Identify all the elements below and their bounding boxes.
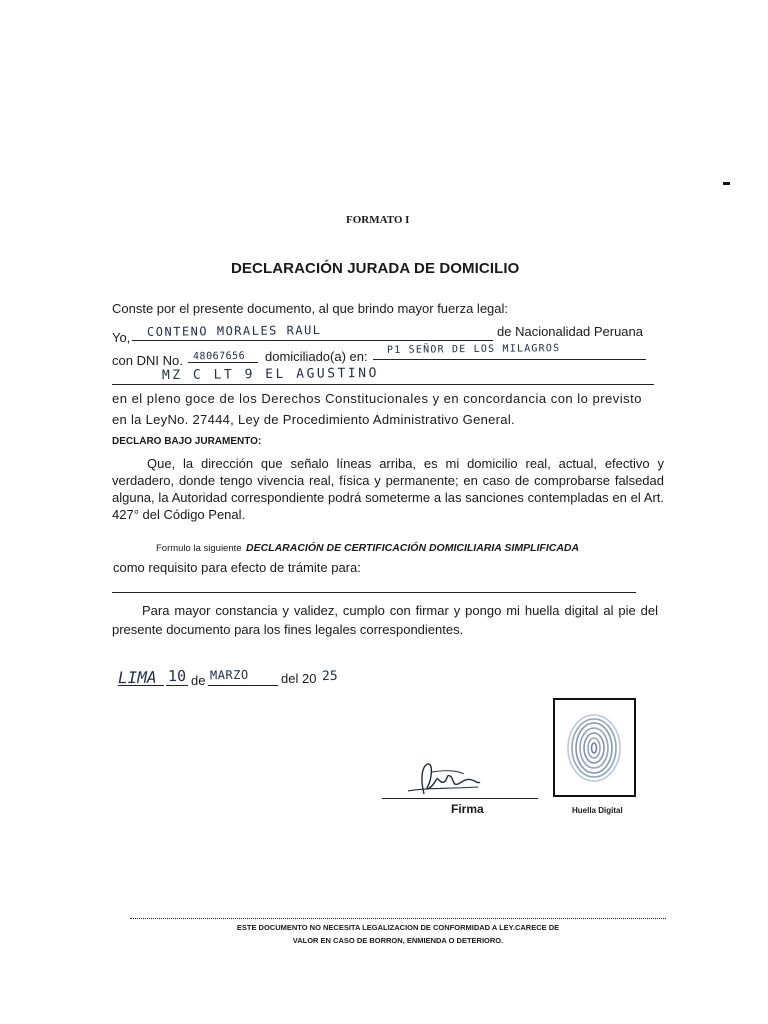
firma-label: Firma [451, 802, 484, 816]
day-handwritten: 10 [167, 666, 187, 686]
footer-line-2: VALOR EN CASO DE BORRON, ENMIENDA O DETERIORO. [292, 936, 504, 945]
fingerprint-box [553, 698, 636, 797]
body-paragraph: Que, la dirección que señalo líneas arriba, es mi domicilio real, actual, efectivo y verdadero, donde tengo vivencia real, física y permanente; en caso de comprobarse falsedad alguna, la Autoridad correspondiente podrá someterme a las sanciones contempladas en el Art. 427° del Código Penal. [112, 456, 664, 522]
format-label: FORMATO I [346, 214, 410, 226]
formulo-bold: DECLARACIÓN DE CERTIFICACIÓN DOMICILIARIA SIMPLIFICADA [246, 542, 580, 554]
formulo-prefix: Formulo la siguiente [156, 543, 242, 554]
dni-label: con DNI No. [112, 353, 183, 368]
requisito-text: como requisito para efecto de trámite para: [113, 560, 361, 575]
name-handwritten: CONTENO MORALES RAUL [146, 323, 322, 339]
formulo-line [156, 538, 579, 556]
declaro-heading: DECLARO BAJO JURAMENTO: [112, 436, 262, 447]
nationality-text: de Nacionalidad Peruana [497, 324, 643, 339]
address-underline-1 [373, 359, 646, 360]
date-line [114, 667, 364, 691]
month-handwritten: MARZO [209, 667, 249, 683]
legal-line-2: en la LeyNo. 27444, Ley de Procedimiento Administrativo General. [112, 412, 515, 427]
day-underline [166, 685, 188, 686]
fingerprint-image [555, 700, 634, 795]
de-label: de [191, 673, 206, 688]
stray-mark [723, 182, 730, 185]
year-prefix: del 20 [281, 671, 317, 686]
name-underline [132, 340, 493, 341]
place-underline [118, 685, 164, 686]
requisito-underline [112, 592, 636, 593]
domiciled-label: domiciliado(a) en: [265, 349, 368, 364]
signature-scribble [402, 758, 482, 798]
dni-handwritten: 48067656 [192, 350, 246, 363]
address-underline-2 [112, 384, 654, 385]
intro-text: Conste por el presente documento, al que brindo mayor fuerza legal: [112, 301, 509, 316]
document-title: DECLARACIÓN JURADA DE DOMICILIO [231, 260, 520, 277]
huella-label: Huella Digital [572, 806, 623, 815]
signature-line [382, 798, 538, 799]
constancia-paragraph: Para mayor constancia y validez, cumplo con firmar y pongo mi huella digital al pie del presente documento para los fines legales correspondientes. [112, 603, 658, 637]
yo-label: Yo, [112, 330, 131, 345]
address-handwritten-1: P1 SEÑOR DE LOS MILAGROS [386, 343, 561, 356]
footer-rule [130, 918, 666, 919]
year-handwritten: 25 [321, 668, 338, 685]
legal-line-1: en el pleno goce de los Derechos Constitucionales y en concordancia con lo previsto [112, 391, 643, 406]
place-handwritten: LIMA [117, 667, 157, 688]
month-underline [208, 685, 278, 686]
address-handwritten-2: MZ C LT 9 EL AGUSTINO [161, 365, 379, 384]
footer-line-1: ESTE DOCUMENTO NO NECESITA LEGALIZACION DE CONFORMIDAD A LEY.CARECE DE [236, 923, 560, 932]
